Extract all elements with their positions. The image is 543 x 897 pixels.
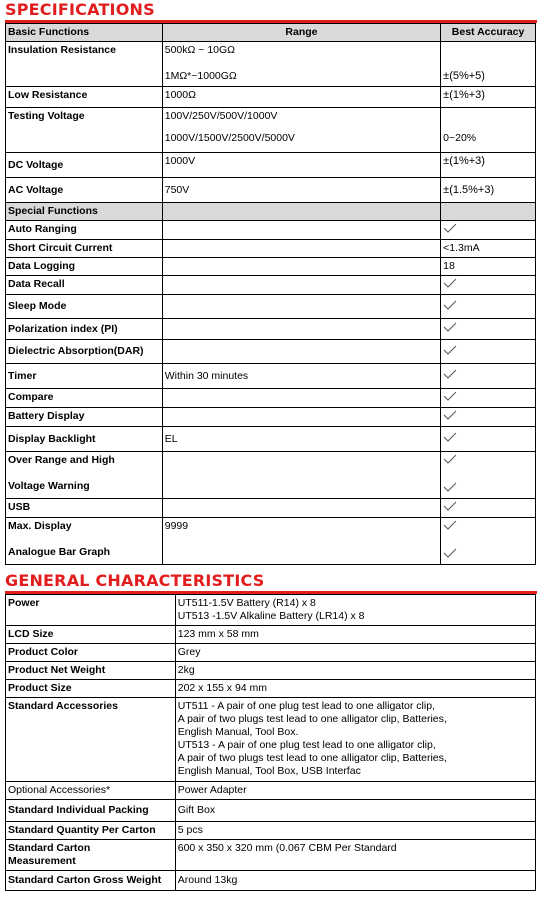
checkmark-icon bbox=[443, 278, 457, 288]
row-accuracy bbox=[441, 389, 536, 408]
table-row bbox=[6, 108, 536, 153]
label-line: Measurement bbox=[8, 855, 76, 867]
row-accuracy bbox=[441, 364, 536, 389]
row-range bbox=[162, 221, 440, 240]
checkmark-icon bbox=[443, 548, 457, 558]
row-accuracy bbox=[441, 340, 536, 364]
value-line: English Manual, Tool Box, USB Interfac bbox=[177, 765, 361, 777]
row-value bbox=[175, 698, 535, 782]
table-row bbox=[6, 221, 536, 240]
row-value bbox=[175, 626, 535, 644]
row-accuracy bbox=[441, 221, 536, 240]
table-row bbox=[6, 340, 536, 364]
table-row bbox=[6, 87, 536, 108]
row-label: AC Voltage bbox=[6, 178, 163, 203]
row-label: Sleep Mode bbox=[6, 295, 163, 319]
row-value bbox=[175, 782, 535, 800]
table-row bbox=[6, 644, 536, 662]
row-label: Battery Display bbox=[6, 408, 163, 427]
row-range bbox=[162, 389, 440, 408]
special-functions-header bbox=[6, 203, 536, 221]
row-value bbox=[175, 680, 535, 698]
row-accuracy bbox=[441, 153, 536, 178]
row-label: Short Circuit Current bbox=[6, 240, 163, 258]
value-line: 600 x 350 x 320 mm (0.067 CBM Per Standard bbox=[177, 842, 397, 854]
checkmark-icon bbox=[443, 410, 457, 420]
specifications-table bbox=[5, 23, 536, 565]
range-line: 100V/250V/500V/1000V bbox=[164, 110, 278, 122]
row-accuracy bbox=[441, 42, 536, 87]
value-line: Power Adapter bbox=[177, 784, 247, 796]
row-accuracy bbox=[441, 452, 536, 499]
row-range bbox=[162, 240, 440, 258]
value-line: 2kg bbox=[177, 664, 195, 676]
general-characteristics-title: GENERAL CHARACTERISTICS bbox=[5, 571, 265, 590]
general-characteristics-table bbox=[5, 594, 536, 891]
row-label: Insulation Resistance bbox=[6, 42, 163, 87]
table-row bbox=[6, 178, 536, 203]
row-label: Product Size bbox=[6, 680, 176, 698]
row-label bbox=[6, 518, 163, 565]
value-line: 202 x 155 x 94 mm bbox=[177, 682, 268, 694]
row-label: Data Recall bbox=[6, 276, 163, 295]
value-line: 123 mm x 58 mm bbox=[177, 628, 259, 640]
value-line: Around 13kg bbox=[177, 874, 238, 886]
table-row bbox=[6, 408, 536, 427]
row-label: Standard Accessories bbox=[6, 698, 176, 782]
table-row bbox=[6, 452, 536, 499]
row-range bbox=[162, 499, 440, 518]
range-line: 1000V/1500V/2500V/5000V bbox=[164, 132, 295, 144]
header-range: Range bbox=[162, 24, 440, 42]
row-label: Standard Quantity Per Carton bbox=[6, 822, 176, 840]
row-label: Optional Accessories* bbox=[6, 782, 176, 800]
spec-header-row bbox=[6, 24, 536, 42]
row-label bbox=[6, 452, 163, 499]
row-accuracy: <1.3mA bbox=[441, 240, 536, 258]
row-label: Power bbox=[6, 595, 176, 626]
value-line: UT513 - A pair of one plug test lead to one alligator clip, bbox=[177, 739, 436, 751]
row-range: 750V bbox=[162, 178, 440, 203]
specifications-title: SPECIFICATIONS bbox=[5, 0, 155, 19]
row-accuracy bbox=[441, 276, 536, 295]
table-row bbox=[6, 626, 536, 644]
checkmark-icon bbox=[443, 520, 457, 530]
label-line: Voltage Warning bbox=[8, 480, 90, 492]
table-row bbox=[6, 595, 536, 626]
checkmark-icon bbox=[443, 345, 457, 355]
row-label: DC Voltage bbox=[6, 153, 163, 178]
accuracy-value: ±(1%+3) bbox=[443, 89, 485, 101]
table-row bbox=[6, 840, 536, 871]
row-value bbox=[175, 840, 535, 871]
value-line: Grey bbox=[177, 646, 201, 658]
checkmark-icon bbox=[443, 482, 457, 492]
row-label: Timer bbox=[6, 364, 163, 389]
row-accuracy bbox=[441, 295, 536, 319]
row-range bbox=[162, 319, 440, 340]
checkmark-icon bbox=[443, 454, 457, 464]
label-line: Max. Display bbox=[8, 520, 72, 532]
row-value bbox=[175, 644, 535, 662]
table-row bbox=[6, 240, 536, 258]
row-accuracy bbox=[441, 408, 536, 427]
row-accuracy: 18 bbox=[441, 258, 536, 276]
checkmark-icon bbox=[443, 501, 457, 511]
value-line: Gift Box bbox=[177, 804, 216, 816]
row-accuracy bbox=[441, 499, 536, 518]
row-label: Display Backlight bbox=[6, 427, 163, 452]
table-row bbox=[6, 871, 536, 891]
table-row bbox=[6, 499, 536, 518]
row-label: Standard Individual Packing bbox=[6, 800, 176, 822]
row-label: Product Color bbox=[6, 644, 176, 662]
table-row bbox=[6, 319, 536, 340]
table-row bbox=[6, 427, 536, 452]
label-line: Analogue Bar Graph bbox=[8, 546, 111, 558]
row-range bbox=[162, 108, 440, 153]
table-row bbox=[6, 364, 536, 389]
range-line: 500kΩ ~ 10GΩ bbox=[164, 44, 236, 56]
table-row bbox=[6, 800, 536, 822]
row-range: 1000Ω bbox=[162, 87, 440, 108]
table-row bbox=[6, 680, 536, 698]
row-accuracy bbox=[441, 319, 536, 340]
row-range: 1000V bbox=[162, 153, 440, 178]
row-label: Product Net Weight bbox=[6, 662, 176, 680]
row-range bbox=[162, 452, 440, 499]
row-accuracy bbox=[441, 427, 536, 452]
checkmark-icon bbox=[443, 300, 457, 310]
header-best-accuracy: Best Accuracy bbox=[441, 24, 536, 42]
label-line: Standard Carton bbox=[8, 842, 91, 854]
row-range: EL bbox=[162, 427, 440, 452]
accuracy-value: ±(1.5%+3) bbox=[443, 183, 495, 196]
row-accuracy bbox=[441, 108, 536, 153]
row-label: LCD Size bbox=[6, 626, 176, 644]
row-value bbox=[175, 595, 535, 626]
value-line: A pair of two plugs test lead to one alligator clip, Batteries, bbox=[177, 752, 447, 764]
row-label: Low Resistance bbox=[6, 87, 163, 108]
row-label: Polarization index (PI) bbox=[6, 319, 163, 340]
row-range bbox=[162, 42, 440, 87]
row-value bbox=[175, 662, 535, 680]
accuracy-value: ±(1%+3) bbox=[443, 155, 485, 167]
table-row bbox=[6, 258, 536, 276]
row-range bbox=[162, 408, 440, 427]
accuracy-value: ±(5%+5) bbox=[443, 70, 485, 82]
row-range: 9999 bbox=[162, 518, 440, 565]
row-label: Testing Voltage bbox=[6, 108, 163, 153]
value-line: UT513 -1.5V Alkaline Battery (LR14) x 8 bbox=[177, 610, 365, 622]
header-basic-functions: Basic Functions bbox=[6, 24, 163, 42]
value-line: A pair of two plugs test lead to one alligator clip, Batteries, bbox=[177, 713, 447, 725]
row-accuracy bbox=[441, 87, 536, 108]
special-functions-body bbox=[6, 221, 536, 565]
table-row bbox=[6, 822, 536, 840]
row-range bbox=[162, 276, 440, 295]
row-accuracy bbox=[441, 178, 536, 203]
value-line: UT511-1.5V Battery (R14) x 8 bbox=[177, 597, 316, 609]
value-line: 5 pcs bbox=[177, 824, 203, 836]
row-value bbox=[175, 871, 535, 891]
table-row bbox=[6, 662, 536, 680]
table-row bbox=[6, 276, 536, 295]
checkmark-icon bbox=[443, 391, 457, 401]
table-row bbox=[6, 42, 536, 87]
row-label: Compare bbox=[6, 389, 163, 408]
row-label: Dielectric Absorption(DAR) bbox=[6, 340, 163, 364]
row-value bbox=[175, 822, 535, 840]
row-label: Standard Carton Gross Weight bbox=[6, 871, 176, 891]
header-blank bbox=[162, 203, 440, 221]
row-accuracy bbox=[441, 518, 536, 565]
row-range bbox=[162, 258, 440, 276]
checkmark-icon bbox=[443, 223, 457, 233]
table-row bbox=[6, 153, 536, 178]
table-row bbox=[6, 295, 536, 319]
checkmark-icon bbox=[443, 322, 457, 332]
row-range bbox=[162, 295, 440, 319]
range-line: 1MΩ*~1000GΩ bbox=[164, 70, 237, 82]
table-row bbox=[6, 698, 536, 782]
checkmark-icon bbox=[443, 369, 457, 379]
row-label: USB bbox=[6, 499, 163, 518]
row-range: Within 30 minutes bbox=[162, 364, 440, 389]
checkmark-icon bbox=[443, 432, 457, 442]
value-line: English Manual, Tool Box. bbox=[177, 726, 299, 738]
table-row bbox=[6, 389, 536, 408]
row-value bbox=[175, 800, 535, 822]
accuracy-value: 0~20% bbox=[443, 132, 477, 144]
row-label: Data Logging bbox=[6, 258, 163, 276]
table-row bbox=[6, 782, 536, 800]
value-line: UT511 - A pair of one plug test lead to one alligator clip, bbox=[177, 700, 435, 712]
header-blank bbox=[441, 203, 536, 221]
row-label: Auto Ranging bbox=[6, 221, 163, 240]
row-label bbox=[6, 840, 176, 871]
row-range bbox=[162, 340, 440, 364]
table-row bbox=[6, 518, 536, 565]
label-line: Over Range and High bbox=[8, 454, 115, 466]
special-functions-label: Special Functions bbox=[6, 203, 163, 221]
